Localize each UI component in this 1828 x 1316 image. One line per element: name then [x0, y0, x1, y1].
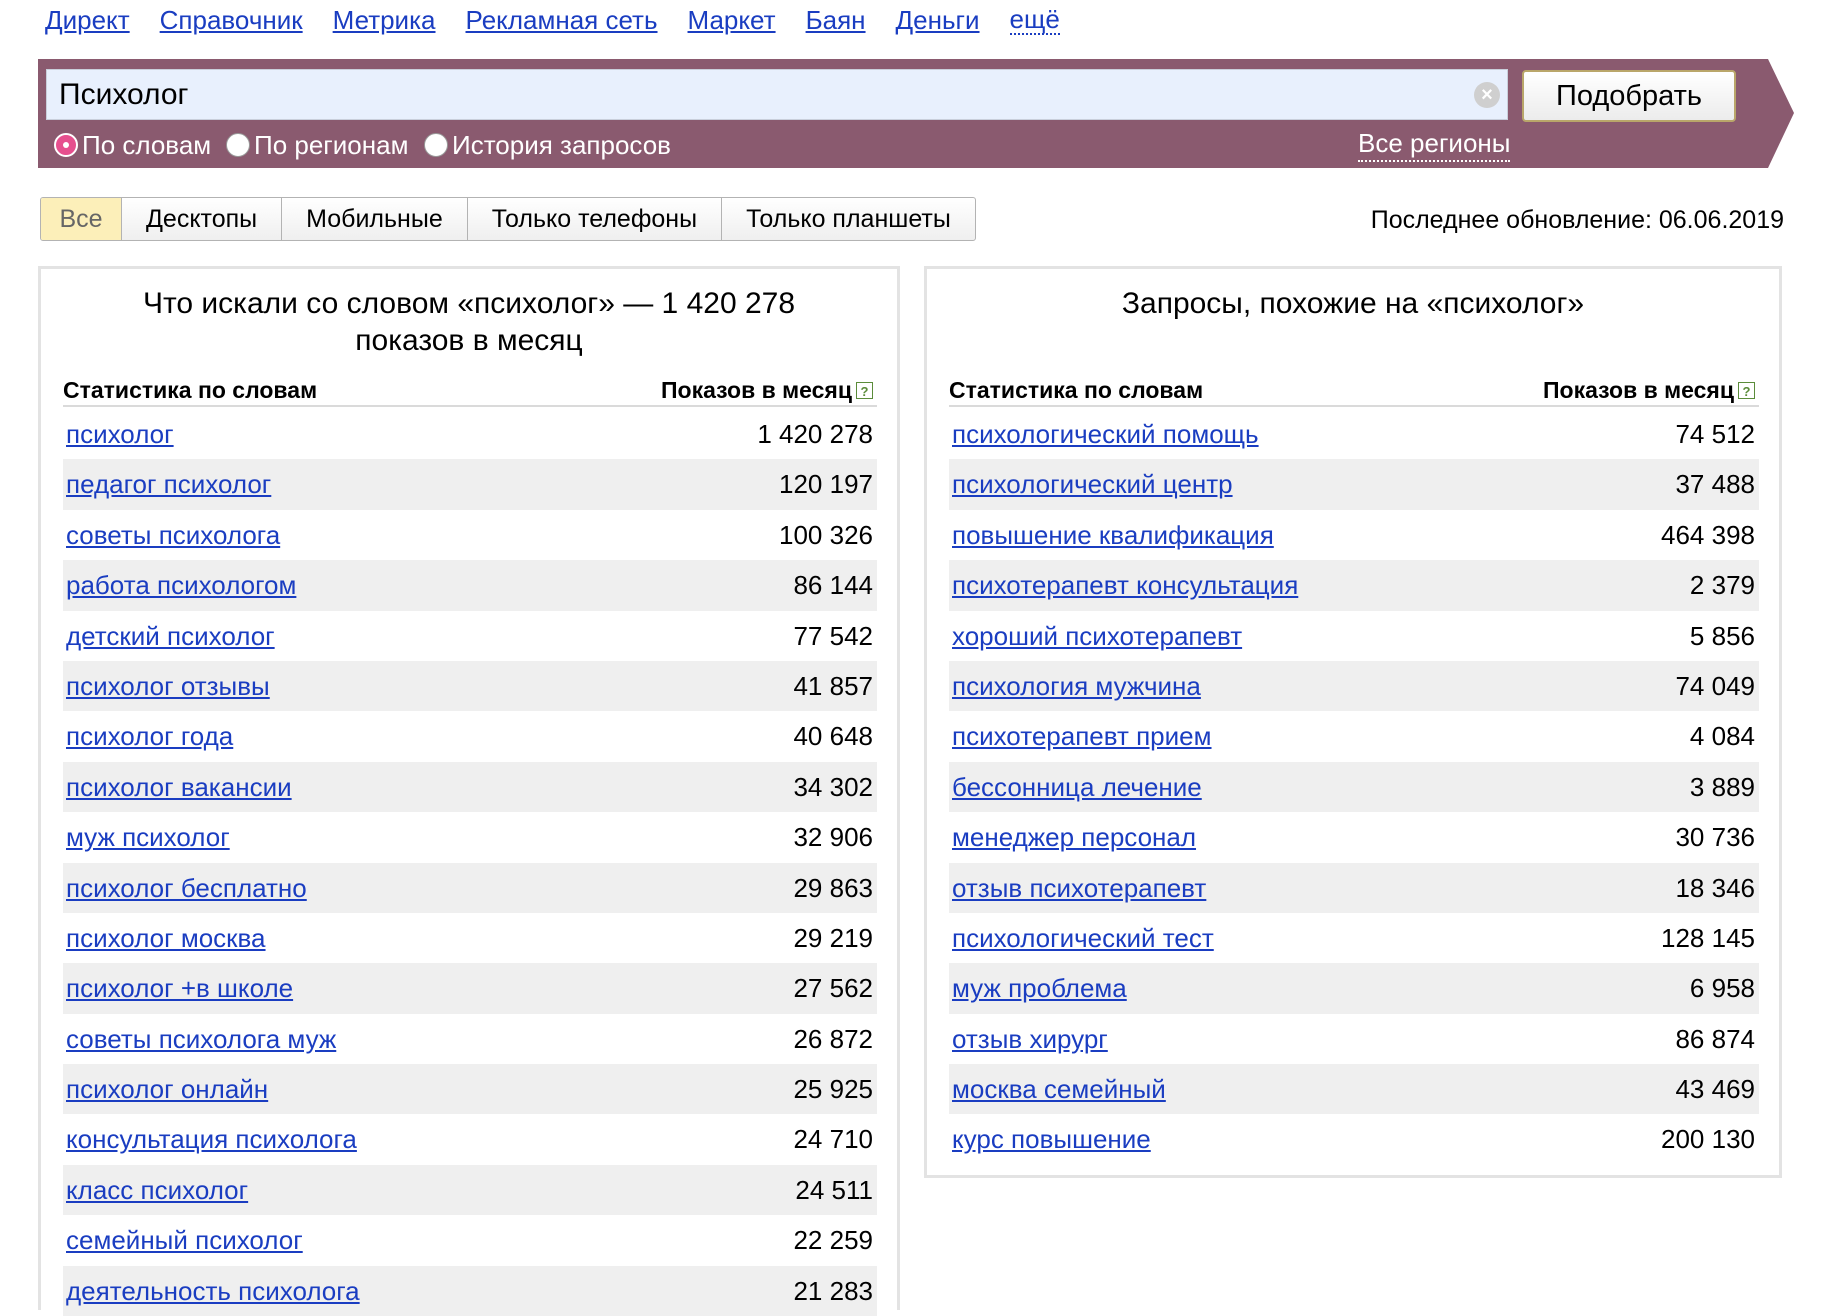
- shows-count: 128 145: [1661, 922, 1755, 953]
- col-shows-header: [1543, 375, 1755, 405]
- keyword-link[interactable]: работа психологом: [66, 570, 297, 601]
- keyword-link[interactable]: класс психолог: [66, 1174, 249, 1205]
- shows-count: 29 863: [793, 872, 873, 903]
- shows-count: 3 889: [1689, 771, 1755, 802]
- table-row: [63, 1014, 877, 1064]
- tab-all[interactable]: Все: [41, 198, 121, 240]
- left-panel-title: [41, 285, 897, 359]
- shows-count: 34 302: [793, 771, 873, 802]
- keyword-link[interactable]: москва семейный: [952, 1074, 1166, 1105]
- shows-count: 40 648: [793, 721, 873, 752]
- tab-phones-only[interactable]: Только телефоны: [467, 198, 721, 240]
- shows-count: 86 144: [793, 570, 873, 601]
- table-row: [63, 1266, 877, 1316]
- keyword-link[interactable]: повышение квалификация: [952, 519, 1274, 550]
- left-table-header: [63, 375, 877, 407]
- table-row: [63, 661, 877, 711]
- left-title-line2: показов в месяц: [355, 324, 583, 357]
- shows-count: 4 084: [1689, 721, 1755, 752]
- keyword-link[interactable]: советы психолога муж: [66, 1023, 337, 1054]
- nav-more-link[interactable]: ещё: [1009, 4, 1060, 34]
- keyword-link[interactable]: психолог: [66, 419, 174, 449]
- keyword-link[interactable]: консультация психолога: [66, 1124, 357, 1155]
- shows-count: 41 857: [793, 670, 873, 701]
- radio-selected-icon: [54, 133, 78, 157]
- table-row: [949, 409, 1759, 459]
- nav-bayan-link[interactable]: Баян: [805, 5, 866, 35]
- table-row: [949, 560, 1759, 610]
- search-band-arrow: [1768, 59, 1794, 168]
- table-row: [63, 1165, 877, 1215]
- shows-count: 21 283: [793, 1275, 873, 1306]
- table-row: [63, 812, 877, 862]
- table-row: [949, 1064, 1759, 1114]
- table-row: [949, 611, 1759, 661]
- keyword-link[interactable]: психолог бесплатно: [66, 872, 307, 903]
- radio-unselected-icon: [226, 133, 250, 157]
- shows-count: 6 958: [1689, 973, 1755, 1004]
- tab-tablets-only[interactable]: Только планшеты: [721, 198, 975, 240]
- top-nav: [45, 0, 1060, 40]
- right-table-header: [949, 375, 1759, 407]
- shows-count: 5 856: [1689, 620, 1755, 651]
- keyword-link[interactable]: отзыв психотерапевт: [952, 872, 1207, 903]
- nav-reference-link[interactable]: Справочник: [159, 5, 303, 35]
- table-row: [63, 409, 877, 459]
- shows-count: 25 925: [793, 1074, 873, 1105]
- submit-button[interactable]: Подобрать: [1522, 70, 1736, 122]
- keyword-link[interactable]: семейный психолог: [66, 1225, 303, 1256]
- keyword-link[interactable]: психологический тест: [952, 922, 1214, 953]
- tab-mobile[interactable]: Мобильные: [281, 198, 467, 240]
- col-shows-label: Показов в месяц: [1543, 377, 1734, 403]
- table-row: [949, 963, 1759, 1013]
- shows-count: 74 512: [1675, 419, 1755, 449]
- keyword-link[interactable]: детский психолог: [66, 620, 275, 651]
- shows-count: 1 420 278: [757, 419, 873, 449]
- shows-count: 74 049: [1675, 670, 1755, 701]
- shows-count: 30 736: [1675, 822, 1755, 853]
- keyword-link[interactable]: бессонница лечение: [952, 771, 1202, 802]
- table-row: [63, 1215, 877, 1265]
- table-row: [949, 913, 1759, 963]
- mode-history-label: История запросов: [452, 130, 671, 160]
- shows-count: 86 874: [1675, 1023, 1755, 1054]
- keyword-link[interactable]: психолог +в школе: [66, 973, 294, 1004]
- shows-count: 18 346: [1675, 872, 1755, 903]
- table-row: [63, 1064, 877, 1114]
- shows-count: 43 469: [1675, 1074, 1755, 1105]
- mode-by-regions-label: По регионам: [254, 130, 409, 160]
- keyword-link[interactable]: психотерапевт прием: [952, 721, 1212, 752]
- table-row: [949, 762, 1759, 812]
- table-row: [63, 863, 877, 913]
- shows-count: 37 488: [1675, 469, 1755, 500]
- shows-count: 100 326: [779, 519, 873, 550]
- keyword-link[interactable]: психология мужчина: [952, 670, 1201, 701]
- help-icon[interactable]: ?: [856, 382, 873, 399]
- nav-adnetwork-link[interactable]: Рекламная сеть: [465, 5, 658, 35]
- keyword-link[interactable]: психолог москва: [66, 922, 266, 953]
- help-icon[interactable]: ?: [1738, 382, 1755, 399]
- keyword-link[interactable]: менеджер персонал: [952, 822, 1197, 853]
- keyword-link[interactable]: педагог психолог: [66, 469, 272, 500]
- table-row: [949, 510, 1759, 560]
- mode-history-radio[interactable]: [424, 128, 671, 162]
- keyword-link[interactable]: муж психолог: [66, 822, 230, 853]
- mode-by-words-label: По словам: [82, 130, 212, 160]
- keyword-link[interactable]: психологический центр: [952, 469, 1233, 500]
- shows-count: 77 542: [793, 620, 873, 651]
- keyword-link[interactable]: деятельность психолога: [66, 1275, 360, 1306]
- device-tabs: [40, 197, 976, 241]
- table-row: [949, 661, 1759, 711]
- left-panel-keywords: [38, 266, 900, 1310]
- right-panel-title: Запросы, похожие на «психолог»: [1121, 287, 1585, 320]
- radio-unselected-icon: [424, 133, 448, 157]
- keyword-link[interactable]: психолог вакансии: [66, 771, 292, 802]
- col-keyword-header: Статистика по словам: [63, 377, 318, 403]
- shows-count: 2 379: [1689, 570, 1755, 601]
- shows-count: 32 906: [793, 822, 873, 853]
- keyword-link[interactable]: психолог отзывы: [66, 670, 270, 701]
- table-row: [63, 611, 877, 661]
- shows-count: 24 710: [793, 1124, 873, 1155]
- last-update-text: Последнее обновление: 06.06.2019: [1370, 206, 1784, 234]
- shows-count: 29 219: [793, 922, 873, 953]
- shows-count: 22 259: [793, 1225, 873, 1256]
- keyword-link[interactable]: психолог онлайн: [66, 1074, 269, 1105]
- shows-count: 120 197: [779, 469, 873, 500]
- table-row: [63, 711, 877, 761]
- shows-count: 200 130: [1661, 1124, 1755, 1155]
- table-row: [63, 762, 877, 812]
- shows-count: 26 872: [793, 1023, 873, 1054]
- table-row: [949, 1114, 1759, 1164]
- nav-metrika-link[interactable]: Метрика: [332, 5, 436, 35]
- table-row: [949, 459, 1759, 509]
- table-row: [949, 1014, 1759, 1064]
- col-keyword-header: Статистика по словам: [949, 377, 1204, 403]
- table-row: [949, 812, 1759, 862]
- keyword-link[interactable]: хороший психотерапевт: [952, 620, 1243, 651]
- all-regions-link[interactable]: Все регионы: [1358, 126, 1510, 162]
- table-row: [63, 1114, 877, 1164]
- search-input[interactable]: Психолог: [46, 69, 1508, 120]
- keyword-link[interactable]: психолог года: [66, 721, 234, 752]
- left-title-line1: Что искали со словом «психолог» — 1 420 278: [142, 287, 796, 320]
- nav-market-link[interactable]: Маркет: [687, 5, 776, 35]
- table-row: [63, 913, 877, 963]
- table-row: [63, 963, 877, 1013]
- keyword-link[interactable]: психологический помощь: [952, 419, 1259, 449]
- clear-icon[interactable]: ×: [1474, 82, 1500, 108]
- tab-desktops[interactable]: Десктопы: [121, 198, 281, 240]
- table-row: [63, 560, 877, 610]
- keyword-link[interactable]: советы психолога: [66, 519, 281, 550]
- nav-money-link[interactable]: Деньги: [895, 5, 980, 35]
- shows-count: 24 511: [795, 1174, 873, 1205]
- right-table-body: [949, 409, 1759, 1165]
- table-row: [949, 711, 1759, 761]
- table-row: [63, 510, 877, 560]
- table-row: [949, 863, 1759, 913]
- left-table-body: [63, 409, 877, 1316]
- nav-direct-link[interactable]: Директ: [45, 5, 130, 35]
- shows-count: 464 398: [1661, 519, 1755, 550]
- table-row: [63, 459, 877, 509]
- col-shows-label: Показов в месяц: [661, 377, 852, 403]
- shows-count: 27 562: [793, 973, 873, 1004]
- mode-by-words-radio[interactable]: [54, 128, 211, 162]
- keyword-link[interactable]: муж проблема: [952, 973, 1127, 1004]
- keyword-link[interactable]: психотерапевт консультация: [952, 570, 1299, 601]
- keyword-link[interactable]: курс повышение: [952, 1124, 1151, 1155]
- keyword-link[interactable]: отзыв хирург: [952, 1023, 1108, 1054]
- col-shows-header: [661, 375, 873, 405]
- mode-by-regions-radio[interactable]: [226, 128, 408, 162]
- right-panel-similar: [924, 266, 1782, 1178]
